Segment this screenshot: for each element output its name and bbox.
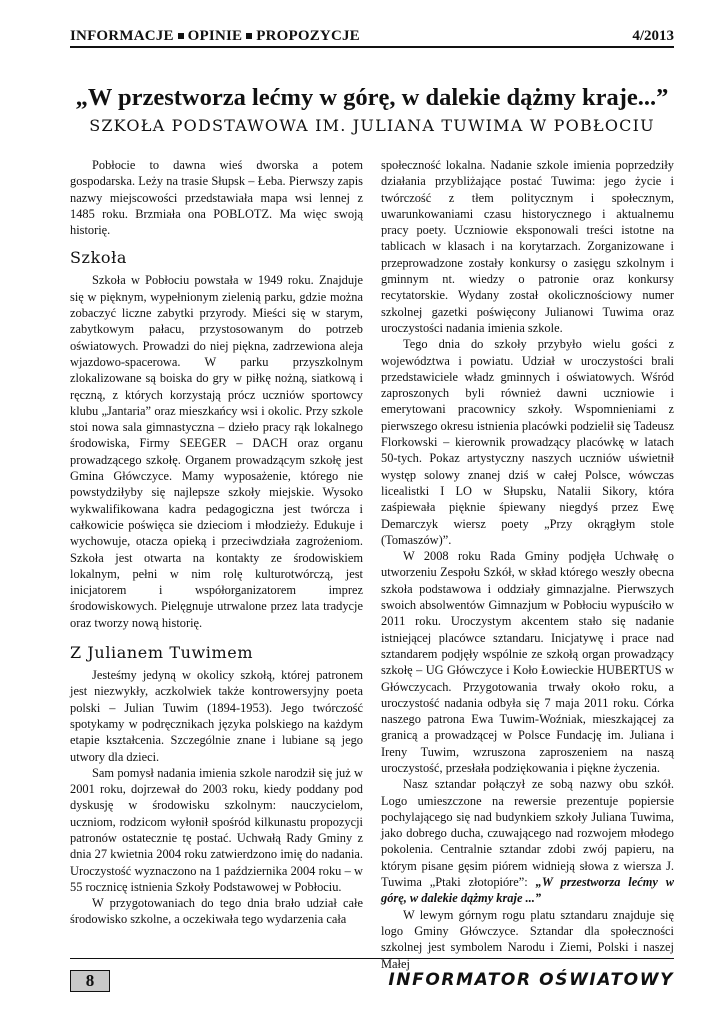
square-bullet-icon — [178, 33, 184, 39]
header-section-opinie: OPINIE — [187, 28, 243, 44]
article-subtitle: SZKOŁA PODSTAWOWA IM. JULIANA TUWIMA W POBŁOCIU — [89, 116, 655, 135]
tuwim-paragraph-6 — [381, 776, 674, 906]
page-header — [70, 26, 674, 48]
tuwim-paragraph-5: W 2008 roku Rada Gminy podjęła Uchwałę o utworzeniu Zespołu Szkół, w skład którego weszły obecna szkoła podstawowa i oddziały gimnazjalne. Pierwszych swoich absolwentów Gimnazjum w Pobłociu wypuściło w 2011 roku. Uroczystym akcentem stało się nadanie istniejącej placówce sztandaru. Inicjatywę i prace nad sztandarem podjęły wspólnie ze szkołą organ prowadzący szkołę – UG Główczyce i Koło Łowieckie HUBERTUS w Główczycach. Przygotowania trwały około roku, a uroczystość nadania odbyła się 7 maja 2011 roku. Córka naszego patrona Ewa Tuwim-Woźniak, mieszkającej za granicą a prowadzącej w Polsce Fundację im. Juliana i Ireny Tuwim, wzruszona zaproszeniem na naszą uroczystość, przesłała podziękowania i piękne życzenia. — [381, 549, 674, 775]
header-section-informacje: INFORMACJE — [70, 28, 174, 44]
issue-number: 4/2013 — [632, 28, 674, 44]
section-heading-szkola: Szkoła — [70, 248, 128, 268]
section-heading-tuwim: Z Julianem Tuwimem — [70, 643, 254, 663]
header-sections — [70, 28, 360, 45]
section-szkola-paragraph: Szkoła w Pobłociu powstała w 1949 roku. Znajduje się w pięknym, wypełnionym zielenią parku, gdzie można zobaczyć liczne zabytki przyrody. Mieści się w starym, zabytkowym pałacu, przystosowanym do potrzeb oświatowych. Prowadzi do niej piękna, zadrzewiona aleja wjazdowo-spacerowa. W parku przyszkolnym zlokalizowane są boiska do gry w piłkę nożną, siatkową i ręczną, z których korzystają prócz uczniów sportowcy klubu „Jantaria” oraz mieszkańcy wsi i okolic. Przy szkole stoi nowa sala gimnastyczna – dzieło pracy rąk lokalnego środowiska, Firmy SEEGER – DACH oraz organu prowadzącego szkołę. Organem prowadzącym szkołę jest Gmina Główczyce. Mamy wyposażenie, którego nie powstydziłyby się najlepsze szkoły miejskie. Wysoko wykwalifikowana kadra pedagogiczna jest twórcza i całkowicie poświęca sie dzieciom i młodzieży. Edukuje i wychowuje, otacza opieką i przeciwdziała zagrożeniom. Szkoła jest otwarta na kontakty ze środowiskiem lokalnym, pełni w nim rolę kulturotwórczą, jest inicjatorem i współorganizatorem imprez środowiskowych. Pielęgnuje utrwalone przez lata tradycje oraz tworzy nową historię. — [70, 273, 363, 630]
tuwim-paragraph-1: Jesteśmy jedyną w okolicy szkołą, której patronem jest niezwykły, aczkolwiek także kontrowersyjny poeta polski – Julian Tuwim (1894-1953). Jego twórczość spotykamy w podręcznikach języka polskiego na każdym etapie kształcenia. Szczególnie znane i lubiane są jego utwory dla dzieci. — [70, 668, 363, 764]
magazine-name: INFORMATOR OŚWIATOWY — [388, 970, 674, 990]
tuwim-paragraph-2: Sam pomysł nadania imienia szkole narodził się już w 2001 roku, dojrzewał do 2003 roku, kiedy poddany pod dyskusję w środowisku szkolnym: nauczycielom, uczniom, rodzicom wyłonił spośród kilkunastu propozycji patronów ostatecznie tę postać. Uchwałą Rady Gminy z dnia 27 kwietnia 2004 roku zatwierdzono imię do nadania. Uroczystość wyznaczono na 1 października 2004 roku – w 55 rocznicę istnienia Szkoły Podstawowej w Pobłociu. — [70, 765, 363, 894]
tuwim-paragraph-4: Tego dnia do szkoły przybyło wielu gości z województwa i powiatu. Udział w uroczystości brali przedstawiciele władz gminnych i oświatowych. Wśród zaproszonych byli również dawni uczniowie i emerytowani pracownicy szkoły. Wspomnieniami z pierwszego okresu istnienia placówki podzielił się Tadeusz Florkowski – kierownik prowadzący placówkę w latach 50-tych. Pokaz artystyczny naszych uczniów uświetnił występ solowy znanej dziś w całej Polsce, wówczas licealistki I LO w Słupsku, Natalii Sikory, która zaśpiewała pięknie śpiewany niegdyś przez Ewę Demarczyk wiersz poety „Przy okrągłym stole (Tomaszów)”. — [381, 337, 674, 547]
header-section-propozycje: PROPOZYCJE — [256, 28, 360, 44]
page-number: 8 — [70, 970, 110, 992]
right-column — [381, 157, 674, 972]
tuwim-paragraph-6-text: Nasz sztandar połączył ze sobą nazwy obu szkół. Logo umieszczone na rewersie prezentuje popiersie pochylającego się nad budynkiem szkoły Juliana Tuwima, jako dobrego ducha, czuwającego nad rozwojem młodego pokolenia. Centralnie sztandar zdobi zwój papieru, na którym pisane gęsim piórem widnieją słowa z wiersza J. Tuwima „Ptaki złotopióre”: — [381, 777, 674, 890]
intro-paragraph: Pobłocie to dawna wieś dworska a potem gospodarska. Leży na trasie Słupsk – Łeba. Pierwszy zapis nazwy miejscowości przedstawiała mapa wsi lennej z 1485 roku. Brzmiała ona POBLOTZ. Ma więc swoją historię. — [70, 158, 363, 238]
poem-quote: „W przestworza lećmy w górę, w dalekie dążmy kraje ...” — [381, 875, 674, 906]
left-column — [70, 157, 363, 928]
footer-divider — [70, 958, 674, 959]
square-bullet-icon — [246, 33, 252, 39]
tuwim-paragraph-3: W przygotowaniach do tego dnia brało udział całe środowisko szkolne, a oczekiwała tego wydarzenia cała — [70, 896, 363, 927]
tuwim-paragraph-3-continued: społeczność lokalna. Nadanie szkole imienia poprzedziły działania przybliżające postać Tuwima: jego życie i twórczość z tłem politycznym i społecznym, uwarunkowaniami czasu historycznego i aktualnemu pracy poety. Uczniowie eksponowali treści istotne na tablicach w klasach i na korytarzach. Zorganizowane i przeprowadzone zostały konkursy o zasięgu szkolnym i gminnym nt. wiedzy o patronie oraz konkursy recytatorskie. Wydany został okolicznościowy numer szkolnej gazetki poświęcony Julianowi Tuwima oraz uroczystości nadania imienia szkole. — [381, 158, 674, 335]
tuwim-paragraph-7: W lewym górnym rogu platu sztandaru znajduje się logo Gminy Główczyce. Sztandar dla społeczności szkolnej jest symbolem Narodu i Ziemi, Polski i naszej Małej — [381, 907, 674, 971]
article-title: „W przestworza lećmy w górę, w dalekie dążmy kraje...” — [75, 84, 669, 111]
